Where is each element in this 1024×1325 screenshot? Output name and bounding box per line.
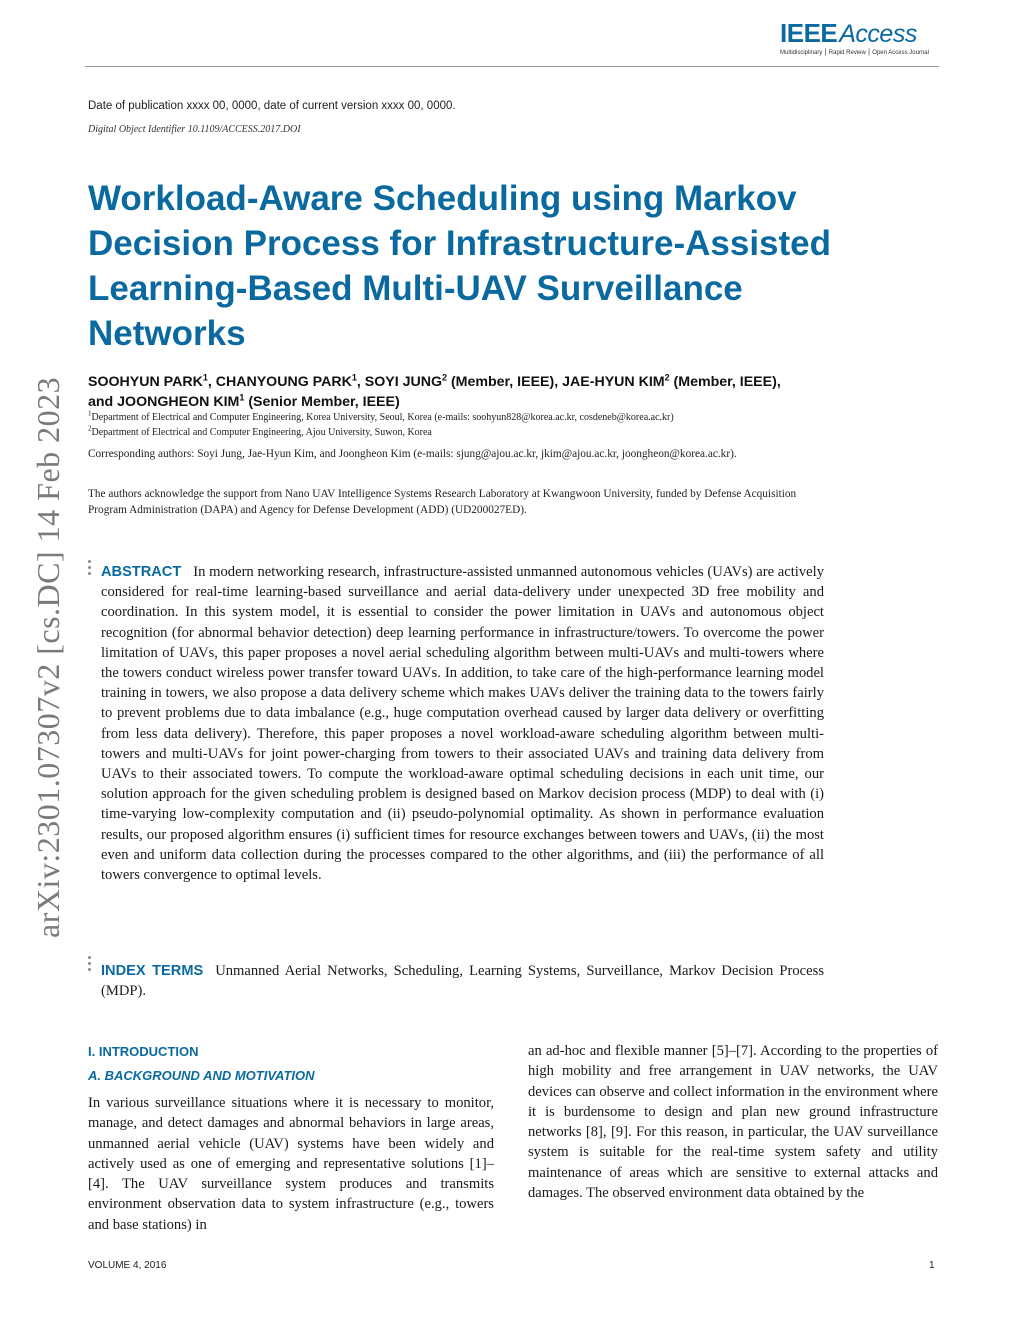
affiliation-1 [88,409,674,423]
affiliation-text: Department of Electrical and Computer Engineering, Ajou University, Suwon, Korea [91,427,432,438]
index-terms-label: INDEX TERMS [101,963,204,979]
abstract [101,562,824,885]
affiliation-text: Department of Electrical and Computer Engineering, Korea University, Seoul, Korea (e-mails: soohyun828@korea.ac.kr, cosdeneb@korea.ac.kr) [91,412,674,423]
logo-ieee-text: IEEE [780,18,838,48]
author-list [88,372,808,412]
corresponding-authors: Corresponding authors: Soyi Jung, Jae-Hyun Kim, and Joongheon Kim (e-mails: sjung@ajou.ac.kr, jkim@ajou.ac.kr, joongheon@korea.ac.kr). [88,448,737,460]
abstract-text: In modern networking research, infrastructure-assisted unmanned autonomous vehicles (UAVs) are actively considered for real-time learning-based surveillance and aerial data-delivery under unexpected 3D free mobility and coordination. In this system model, it is essential to consider the power limitation in UAVs and autonomous object recognition (for abnormal behavior detection) deep learning performance in infrastructure/towers. To overcome the power limitation of UAVs, this paper proposes a novel aerial scheduling algorithm between multi-UAVs and multi-towers where the towers conduct wireless power transfer toward UAVs. In addition, to take care of the high-performance learning model training in towers, we also propose a data delivery scheme which makes UAVs deliver the training data to the towers fairly to prevent problems due to data imbalance (e.g., huge computation overhead caused by larger data delivery or overfitting from less data delivery). Therefore, this paper proposes a novel workload-aware scheduling algorithm between multi-towers and multi-UAVs for joint power-charging from towers to their associated UAVs and training data delivery from UAVs to their associated towers. To compute the workload-aware optimal scheduling decisions in each unit time, our solution approach for the given scheduling problem is designed based on Markov decision process (MDP) to deal with (i) time-varying low-complexity computation and (ii) pseudo-polynomial optimality. As shown in performance evaluation results, our proposed algorithm ensures (i) sufficient times for resource exchanges between towers and UAVs, (ii) the most even and uniform data collection during the processes compared to the other algorithms, and (iii) the performance of all towers convergence to optimal levels. [101,564,824,884]
affiliation-marker: 1 [202,372,208,383]
author-name: , SOYI JUNG [356,374,442,390]
affiliation-marker: 2 [664,372,670,383]
ieee-access-logo [780,18,932,62]
index-terms-text: Unmanned Aerial Networks, Scheduling, Learning Systems, Surveillance, Markov Decision Process (MDP). [101,963,825,1000]
affiliation-marker: 2 [442,372,448,383]
author-name: (Senior Member, IEEE) [244,394,400,410]
intro-left-column-text: In various surveillance situations where it is necessary to monitor, manage, and detect damages and abnormal behaviors in large areas, unmanned aerial vehicle (UAV) systems have been widely and actively used as one of emerging and representative solutions [1]–[4]. The UAV surveillance system produces and transmits environment observation data to system infrastructure (e.g., towers and base stations) in [88,1095,494,1233]
author-name: (Member, IEEE), JAE-HYUN KIM [447,374,665,390]
logo-access-text: Access [839,20,917,48]
intro-right-column-text: an ad-hoc and flexible manner [5]–[7]. According to the properties of high mobility and free arrangement in UAV networks, the UAV devices can observe and collect information in the environment where it is burdensome to design and plan new ground infrastructure networks [8], [9]. For this reason, in particular, the UAV surveillance system is suitable for the real-time system safety and utility maintenance of areas which are sensitive to external attacks and damages. The observed environment data obtained by the [528,1043,938,1202]
paper-title: Workload-Aware Scheduling using Markov Decision Process for Infrastructure-Assisted Learning-Based Multi-UAV Surveillance Networks [88,179,832,353]
publication-date: Date of publication xxxx 00, 0000, date of current version xxxx 00, 0000. [88,100,456,112]
section-heading-introduction: I. INTRODUCTION [88,1044,199,1059]
logo-tagline: Multidisciplinary ⎮ Rapid Review ⎮ Open Access Journal [780,50,929,56]
header-divider [85,66,939,67]
affiliation-number: 2 [88,424,92,433]
author-name: , CHANYOUNG PARK [207,374,352,390]
author-name: (Member, IEEE), and JOONGHEON KIM [88,374,781,410]
author-name: SOOHYUN PARK [88,374,203,390]
abstract-label: ABSTRACT [101,564,182,580]
arxiv-stamp: arXiv:2301.07307v2 [cs.DC] 14 Feb 2023 [30,376,66,938]
index-terms-marker-dots [88,956,94,974]
doi: Digital Object Identifier 10.1109/ACCESS.2017.DOI [88,124,301,135]
index-terms [101,961,824,1001]
acknowledgment: The authors acknowledge the support from Nano UAV Intelligence Systems Research Laboratory at Kwangwoon University, funded by Defense Acquisition Program Administration (DAPA) and Agency for Defense Development (ADD) (UD200027ED). [88,488,797,516]
affiliation-2 [88,424,432,438]
abstract-marker-dots [88,560,94,578]
subsection-heading-background: A. BACKGROUND AND MOTIVATION [88,1068,315,1083]
affiliation-marker: 1 [351,372,357,383]
footer-page-number: 1 [929,1260,935,1271]
affiliation-number: 1 [88,409,92,418]
footer-volume: VOLUME 4, 2016 [88,1260,167,1271]
affiliation-marker: 1 [239,392,245,403]
